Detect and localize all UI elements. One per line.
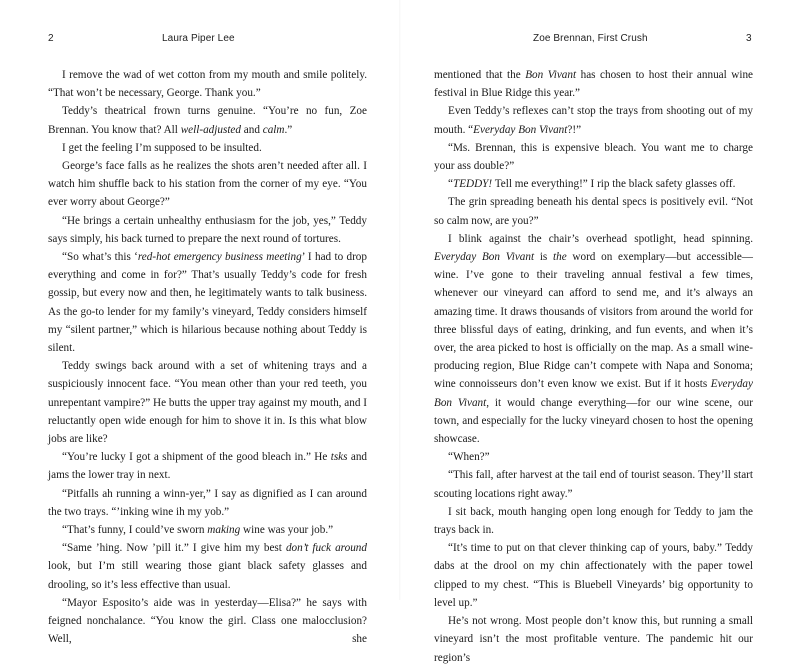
text-run: “This fall, after harvest at the tail end of tourist season. They’ll start scouting locations right away.”: [434, 469, 753, 500]
paragraph: [48, 66, 367, 102]
italic-run: well-adjusted: [180, 123, 241, 136]
paragraph: [434, 466, 753, 502]
paragraph: [434, 139, 753, 175]
text-run: “That’s funny, I could’ve sworn: [62, 524, 208, 537]
paragraph: [48, 157, 367, 212]
text-run: wine was your job.”: [240, 524, 334, 537]
text-run: “Pitfalls ah running a winn-yer,” I say as dignified as I can around the two trays. “’inking wine ih my yob.”: [48, 487, 367, 518]
text-run: “Ms. Brennan, this is expensive bleach. You want me to charge your ass double?”: [434, 141, 753, 173]
right-page: [400, 0, 800, 664]
text-run: “So what’s this ‘: [62, 251, 138, 264]
text-run: “When?”: [448, 451, 490, 464]
paragraph: [48, 594, 367, 649]
text-run: and jams the lower tray in next.: [48, 451, 368, 482]
text-run: “: [448, 178, 453, 191]
italic-run: TEDDY!: [452, 178, 493, 191]
text-run: I blink against the chair’s overhead spotlight, head spinning.: [448, 232, 753, 245]
text-run: I get the feeling I’m supposed to be insulted.: [62, 141, 262, 154]
running-head-author: Laura Piper Lee: [162, 33, 235, 44]
page-number: 3: [746, 33, 752, 44]
paragraph: [434, 612, 753, 667]
text-run: He’s not wrong. Most people don’t know this, but running a small vineyard isn’t the most profitable venture. The pandemic hit our region’s: [434, 615, 753, 664]
italic-run: making: [207, 524, 241, 537]
paragraph: [48, 357, 367, 448]
text-run: word on exemplary—but accessible—wine. I’ve gone to their traveling annual festival a few times, whenever our vineyard can afford to send me, and it’s always an amazing time. It draws thousands of visitors from around the world for three blissful days of eating, drinking, and fun events, and when it’s over, the area picked to host is officially on the map. As a small wine-producing region, Blue Ridge can’t compete with Napa and Sonoma; wine connoisseurs don’t even know we exist. But if it hosts: [434, 251, 753, 391]
paragraph: [48, 102, 367, 138]
text-run: “You’re lucky I got a shipment of the good bleach in.” He: [62, 451, 331, 464]
paragraph: [48, 212, 367, 248]
text-run: Teddy’s theatrical frown turns genuine. “You’re no fun, Zoe Brennan. You know that? All: [48, 105, 367, 136]
paragraph: [48, 248, 367, 357]
running-head-title: Zoe Brennan, First Crush: [533, 33, 648, 44]
paragraph: [48, 539, 367, 594]
italic-run: the: [553, 251, 567, 264]
text-run: ’ I had to drop everything and come in for?” That’s usually Teddy’s code for fresh gossip, but every now and then, he legitimately wants to talk business. As the go-to lender for my family’s vineyard, Teddy considers himself my “silent partner,” which is hilarious because nothing about Teddy is silent.: [48, 251, 367, 355]
text-run: “It’s time to put on that clever thinking cap of yours, baby.” Teddy dabs at the drool on my chin affectionately with the paper towel clipped to my chest. “This is Bluebell Vineyards’ big opportunity to level up.”: [434, 542, 753, 609]
paragraph: [434, 102, 753, 138]
text-run: I sit back, mouth hanging open long enough for Teddy to jam the trays back in.: [434, 505, 753, 537]
paragraph: [434, 66, 753, 102]
italic-run: red-hot emergency business meeting: [137, 251, 302, 264]
text-run: mentioned that the: [434, 69, 526, 81]
text-run: .”: [284, 123, 293, 136]
italic-run: Everyday Bon Vivant: [434, 251, 535, 264]
paragraph: [434, 448, 753, 466]
paragraph: [48, 521, 367, 539]
paragraph: [48, 485, 367, 521]
text-run: The grin spreading beneath his dental specs is positively evil. “Not so calm now, are you?”: [434, 196, 753, 227]
text-run: look, but I’m still wearing those giant black safety glasses and drooling, so it’s less effective than usual.: [48, 560, 367, 591]
text-run: George’s face falls as he realizes the shots aren’t needed after all. I watch him shuffle back to his station from the corner of my eye. “You ever worry about George?”: [48, 160, 367, 209]
text-run: Even Teddy’s reflexes can’t stop the trays from shooting out of my mouth. “: [434, 105, 753, 136]
paragraph: [48, 448, 367, 484]
text-run: , it would change everything—for our wine scene, our town, and especially for the lucky vineyard chosen to host the opening showcase.: [434, 396, 753, 446]
italic-run: Everyday Bon Vivant: [434, 378, 753, 409]
text-run: “Same ’hing. Now ’pill it.” I give him my best: [62, 542, 286, 555]
paragraph: [434, 175, 753, 193]
paragraph: [434, 503, 753, 539]
text-run: Teddy swings back around with a set of whitening trays and a suspiciously innocent face. “You mean other than your red teeth, you unrepentant vampire?” He butts the upper tray against my mouth, and I reluctantly open wide enough for him to shove it in. Is this what blow jobs are like?: [48, 360, 367, 446]
paragraph: [434, 193, 753, 229]
italic-run: Everyday Bon Vivant: [473, 123, 568, 136]
page-number: 2: [48, 33, 54, 44]
paragraph: [48, 139, 367, 157]
text-run: and: [240, 123, 263, 136]
italic-run: don’t fuck around: [285, 542, 367, 555]
text-run: has chosen to host their annual wine festival in Blue Ridge this year.”: [434, 69, 754, 100]
italic-run: Bon Vivant: [525, 69, 577, 81]
left-page-body: [48, 66, 367, 649]
left-page: [0, 0, 400, 646]
text-run: is: [534, 251, 554, 264]
text-run: “He brings a certain unhealthy enthusiasm for the job, yes,” Teddy says simply, his back turned to prepare the next round of tortures.: [48, 214, 367, 245]
paragraph: [434, 539, 753, 612]
text-run: I remove the wad of wet cotton from my mouth and smile politely. “That won’t be necessary, George. Thank you.”: [48, 69, 367, 100]
text-run: “Mayor Esposito’s aide was in yesterday—Elisa?” he says with feigned nonchalance. “You know the girl. Class one malocclusion? Well, she: [48, 596, 367, 646]
italic-run: calm: [262, 123, 285, 136]
italic-run: tsks: [330, 451, 348, 464]
text-run: ?!”: [567, 123, 582, 136]
text-run: Tell me everything!” I rip the black safety glasses off.: [492, 178, 736, 191]
right-page-body: [434, 66, 753, 667]
paragraph: [434, 230, 753, 448]
